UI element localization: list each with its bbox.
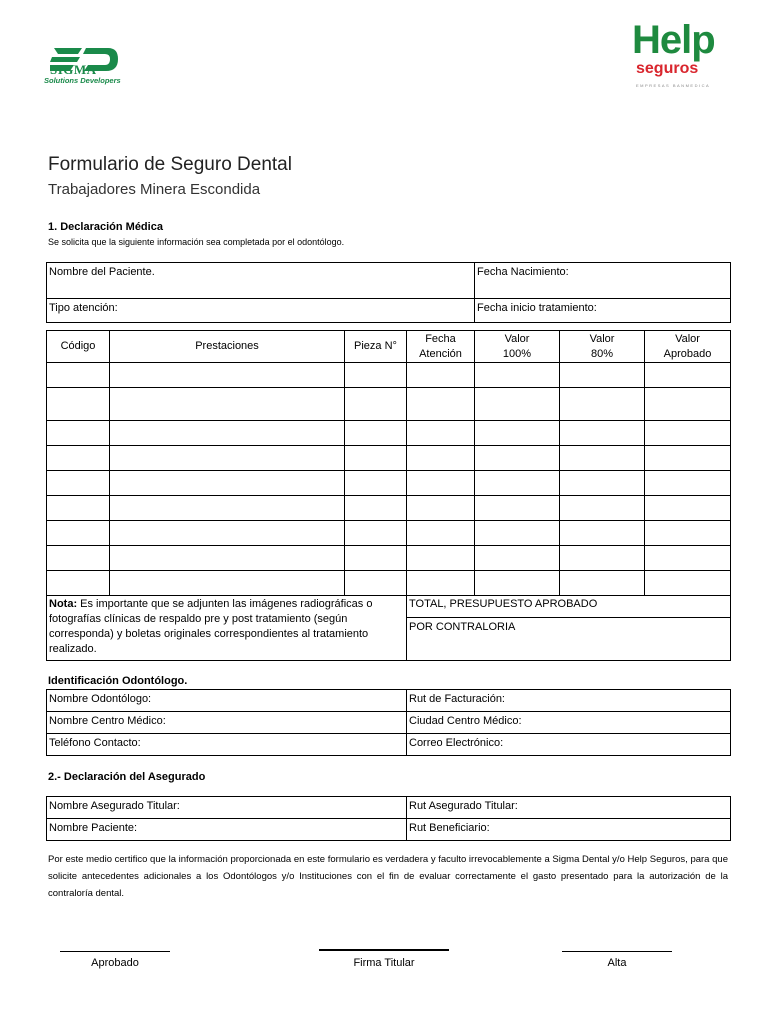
services-col-header: Fecha Atención (407, 331, 475, 363)
services-cell[interactable] (47, 521, 110, 546)
table-row (47, 363, 731, 388)
services-cell[interactable] (47, 571, 110, 596)
discharge-signature-line[interactable] (562, 951, 672, 952)
table-row (47, 421, 731, 446)
note-totals-table (46, 595, 731, 661)
approved-label: Aprobado (91, 957, 139, 969)
holder-signature-line[interactable] (319, 949, 449, 951)
note-label: Nota: (49, 598, 78, 610)
services-cell[interactable] (345, 546, 407, 571)
care-type-field[interactable]: Tipo atención: (47, 299, 475, 323)
services-cell[interactable] (345, 421, 407, 446)
services-cell[interactable] (47, 388, 110, 421)
services-cell[interactable] (345, 471, 407, 496)
email-field[interactable]: Correo Electrónico: (407, 734, 731, 756)
total-approved-field[interactable]: TOTAL, PRESUPUESTO APROBADO (407, 595, 731, 617)
services-cell[interactable] (47, 421, 110, 446)
dentist-heading: Identificación Odontólogo. (48, 675, 188, 687)
services-cell[interactable] (110, 571, 345, 596)
services-cell[interactable] (560, 546, 645, 571)
services-cell[interactable] (645, 521, 731, 546)
services-cell[interactable] (645, 571, 731, 596)
services-cell[interactable] (407, 571, 475, 596)
services-cell[interactable] (645, 388, 731, 421)
declaration-text: Por este medio certifico que la información proporcionada en este formulario es verdadera y faculto irrevocablemente a Sigma Dental y/o Help Seguros, para que solicite antecedentes adicionales a los Odontólogos y/o Instituciones con el fin de evaluar correctamente el gasto presentado para la autorización de la contraloría dental. (48, 854, 728, 899)
beneficiary-rut-field[interactable]: Rut Beneficiario: (407, 819, 731, 841)
services-cell[interactable] (407, 471, 475, 496)
table-row (47, 546, 731, 571)
services-cell[interactable] (110, 421, 345, 446)
services-cell[interactable] (645, 496, 731, 521)
services-cell[interactable] (560, 496, 645, 521)
services-cell[interactable] (407, 363, 475, 388)
services-cell[interactable] (407, 546, 475, 571)
services-cell[interactable] (560, 388, 645, 421)
section1-heading: 1. Declaración Médica (48, 221, 163, 233)
table-row (47, 571, 731, 596)
insured-table (46, 796, 731, 841)
sigma-logo-name: SIGMA (50, 62, 97, 77)
services-cell[interactable] (560, 421, 645, 446)
services-cell[interactable] (110, 446, 345, 471)
section2-heading: 2.- Declaración del Asegurado (48, 771, 206, 783)
services-cell[interactable] (475, 521, 560, 546)
services-cell[interactable] (345, 363, 407, 388)
table-row (47, 388, 731, 421)
services-cell[interactable] (47, 446, 110, 471)
services-cell[interactable] (560, 363, 645, 388)
help-logo-name: Help (632, 18, 715, 62)
services-cell[interactable] (560, 471, 645, 496)
services-cell[interactable] (47, 471, 110, 496)
services-cell[interactable] (407, 388, 475, 421)
services-col-header: Prestaciones (110, 331, 345, 363)
services-cell[interactable] (407, 421, 475, 446)
services-cell[interactable] (110, 471, 345, 496)
services-cell[interactable] (110, 546, 345, 571)
services-col-header: Código (47, 331, 110, 363)
services-cell[interactable] (560, 571, 645, 596)
center-city-field[interactable]: Ciudad Centro Médico: (407, 712, 731, 734)
dentist-name-field[interactable]: Nombre Odontólogo: (47, 690, 407, 712)
table-row (47, 471, 731, 496)
services-cell[interactable] (345, 521, 407, 546)
services-cell[interactable] (110, 521, 345, 546)
services-cell[interactable] (110, 363, 345, 388)
section1-instructions: Se solicita que la siguiente información sea completada por el odontólogo. (48, 237, 345, 247)
services-cell[interactable] (407, 446, 475, 471)
services-cell[interactable] (475, 363, 560, 388)
holder-name-field[interactable]: Nombre Asegurado Titular: (47, 797, 407, 819)
services-cell[interactable] (475, 421, 560, 446)
services-cell[interactable] (47, 496, 110, 521)
services-col-header: Pieza N° (345, 331, 407, 363)
services-cell[interactable] (345, 446, 407, 471)
patient-info-table (46, 262, 731, 323)
dentist-table (46, 689, 731, 756)
services-cell[interactable] (407, 521, 475, 546)
approved-signature-line[interactable] (60, 951, 170, 952)
patient-name-field[interactable]: Nombre del Paciente. (47, 263, 475, 299)
table-row (47, 496, 731, 521)
sigma-logo-tagline: Solutions Developers (44, 76, 121, 85)
services-cell[interactable] (475, 571, 560, 596)
services-cell[interactable] (407, 496, 475, 521)
services-cell[interactable] (475, 496, 560, 521)
services-cell[interactable] (645, 446, 731, 471)
note-cell (47, 595, 407, 660)
table-row (47, 446, 731, 471)
services-cell[interactable] (47, 546, 110, 571)
services-cell[interactable] (475, 546, 560, 571)
medical-center-field[interactable]: Nombre Centro Médico: (47, 712, 407, 734)
birth-date-field[interactable]: Fecha Nacimiento: (475, 263, 731, 299)
services-cell[interactable] (645, 546, 731, 571)
services-table (46, 330, 731, 596)
services-cell[interactable] (645, 363, 731, 388)
services-col-header: Valor Aprobado (645, 331, 731, 363)
help-logo-tagline: EMPRESAS BANMEDICA (636, 83, 711, 88)
billing-rut-field[interactable]: Rut de Facturación: (407, 690, 731, 712)
form-title: Formulario de Seguro Dental (48, 154, 292, 175)
table-row (47, 521, 731, 546)
services-cell[interactable] (345, 496, 407, 521)
services-cell[interactable] (645, 421, 731, 446)
phone-field[interactable]: Teléfono Contacto: (47, 734, 407, 756)
holder-rut-field[interactable]: Rut Asegurado Titular: (407, 797, 731, 819)
services-cell[interactable] (47, 363, 110, 388)
discharge-label: Alta (607, 957, 627, 969)
patient-name-field-2[interactable]: Nombre Paciente: (47, 819, 407, 841)
services-cell[interactable] (110, 496, 345, 521)
services-cell[interactable] (475, 446, 560, 471)
services-cell[interactable] (475, 471, 560, 496)
services-cell[interactable] (645, 471, 731, 496)
holder-signature-label: Firma Titular (353, 957, 415, 969)
controller-field[interactable]: POR CONTRALORIA (407, 617, 731, 660)
services-cell[interactable] (345, 388, 407, 421)
treatment-start-field[interactable]: Fecha inicio tratamiento: (475, 299, 731, 323)
services-cell[interactable] (560, 521, 645, 546)
note-text: Es importante que se adjunten las imágenes radiográficas o fotografías clínicas de respaldo pre y post tratamiento (según corresponda) y boletas originales correspondientes al tratamiento realizado. (49, 598, 373, 655)
services-col-header: Valor 100% (475, 331, 560, 363)
form-subtitle: Trabajadores Minera Escondida (48, 181, 261, 198)
services-cell[interactable] (345, 571, 407, 596)
services-cell[interactable] (110, 388, 345, 421)
services-cell[interactable] (560, 446, 645, 471)
services-col-header: Valor 80% (560, 331, 645, 363)
services-cell[interactable] (475, 388, 560, 421)
help-logo-sub: seguros (636, 60, 699, 77)
